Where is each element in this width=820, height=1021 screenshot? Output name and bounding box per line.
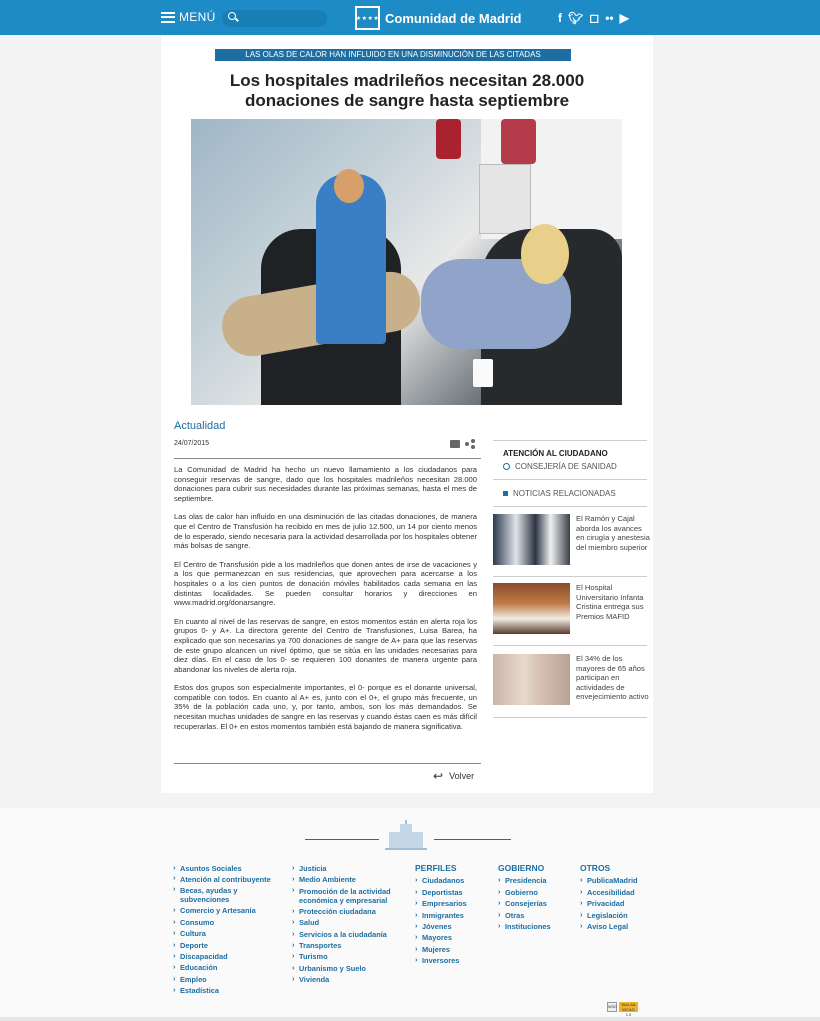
divider [493, 645, 647, 646]
footer-column-topics-2 [292, 863, 402, 986]
article-body [174, 465, 477, 740]
share-icon[interactable] [465, 439, 475, 449]
related-news-text: El 34% de los mayores de 65 años participan en actividades de envejecimiento activo [576, 654, 649, 702]
footer-link[interactable]: › Discapacidad [173, 951, 273, 962]
footer-link[interactable]: › PublicaMadrid [580, 875, 655, 886]
footer-link[interactable]: › Medio Ambiente [292, 874, 402, 885]
twitter-icon[interactable]: 🐦︎ [568, 11, 584, 25]
footer-link[interactable]: › Atención al contribuyente [173, 874, 273, 885]
footer-link[interactable]: › Privacidad [580, 898, 655, 909]
w3c-badge: W3C [607, 1002, 617, 1012]
article-headline: Los hospitales madrileños necesitan 28.000 donaciones de sangre hasta septiembre [229, 71, 585, 110]
footer-link[interactable]: › Becas, ayudas y subvenciones [173, 885, 273, 905]
footer-link[interactable]: › Mayores [415, 932, 490, 943]
divider [493, 440, 647, 441]
divider [493, 506, 647, 507]
footer-column-topics [173, 863, 273, 997]
footer-link[interactable]: › Transportes [292, 940, 402, 951]
divider [493, 576, 647, 577]
youtube-icon[interactable]: ▶ [619, 11, 629, 25]
footer-link[interactable]: › Presidencia [498, 875, 573, 886]
footer-link[interactable]: › Servicios a la ciudadanía [292, 929, 402, 940]
instagram-icon[interactable]: ◻ [589, 11, 600, 25]
article-photo [191, 119, 622, 405]
globe-icon [503, 463, 510, 470]
footer-link[interactable]: › Mujeres [415, 944, 490, 955]
divider [174, 763, 481, 764]
madrid-logo-icon: ★★★★ [355, 6, 380, 30]
footer-link[interactable]: › Cultura [173, 928, 273, 939]
footer-heading: GOBIERNO [498, 863, 545, 873]
divider [305, 839, 379, 840]
article-date: 24/07/2015 [174, 440, 210, 447]
hamburger-icon [161, 12, 175, 23]
footer-link[interactable]: › Jóvenes [415, 921, 490, 932]
footer-link[interactable]: › Estadística [173, 985, 273, 996]
footer-link[interactable]: › Deporte [173, 940, 273, 951]
article-paragraph: Estos dos grupos son especialmente importantes, el 0- porque es el donante universal, compatible con todos. En cuanto al A+ es, junto con el 0+, el grupo más frecuente, un 35% de la población cada uno, y, por tanto, ambos, son los más demandados. Se necesitan muchas unidades de sangre en las reservas y cuando éstas caen es más difícil recuperarlas. El 0+ en estos momentos también está bajando de manera significativa. [174, 683, 477, 731]
footer-link[interactable]: › Turismo [292, 951, 402, 962]
divider [493, 717, 647, 718]
footer-link[interactable]: › Deportistas [415, 887, 490, 898]
footer-link[interactable]: › Empleo [173, 974, 273, 985]
divider [434, 839, 511, 840]
back-arrow-icon: ↩ [433, 769, 444, 783]
section-label[interactable]: Actualidad [174, 420, 226, 432]
article-kicker: LAS OLAS DE CALOR HAN INFLUIDO EN UNA DISMINUCIÓN DE LAS CITADAS [215, 49, 571, 61]
footer-link[interactable]: › Aviso Legal [580, 921, 655, 932]
footer-heading: OTROS [580, 863, 611, 873]
brand-name: Comunidad de Madrid [385, 10, 522, 26]
related-news-text: El Hospital Universitario Infanta Cristina entrega sus Premios MAFID [576, 583, 644, 621]
related-news-text: El Ramón y Cajal aborda los avances en cirugía y anestesia del miembro superior [576, 514, 650, 552]
related-news-title: NOTICIAS RELACIONADAS [513, 489, 616, 498]
related-news-item[interactable] [493, 654, 653, 705]
related-news-item[interactable] [493, 514, 653, 565]
footer-link[interactable]: › Empresarios [415, 898, 490, 909]
divider [174, 458, 481, 459]
footer-column-otros [580, 863, 655, 932]
footer-link[interactable]: › Educación [173, 962, 273, 973]
footer-link[interactable]: › Urbanismo y Suelo [292, 963, 402, 974]
search-icon [228, 12, 236, 20]
article-paragraph: Las olas de calor han influido en una disminución de las citadas donaciones, de manera que el Centro de Transfusión ha recibido en mes de julio 12.500, un 14 por ciento menos de lo esperado, siendo necesaria para la actividad desarrollada por los hospitales obtener más bolsas de sangre. [174, 512, 477, 551]
footer-link[interactable]: › Accesibilidad [580, 887, 655, 898]
footer-link[interactable]: › Salud [292, 917, 402, 928]
attention-title: ATENCIÓN AL CIUDADANO [503, 449, 608, 458]
article-paragraph: En cuanto al nivel de las reservas de sangre, en estos momentos están en alerta roja los grupos 0- y A+. La directora gerente del Centro de Transfusiones, Luisa Barea, ha explicado que son necesarias ya 700 donaciones de sangre de A+ para que las reservas de este grupo alcancen un nivel óptimo, que se sitúa en las unidades necesarias para diez días. En el caso de los 0- se requieren 100 donantes de manera urgente para abandonar los niveles de alerta roja. [174, 616, 477, 674]
bottom-band [0, 1017, 820, 1021]
flickr-icon[interactable]: •• [605, 11, 614, 25]
attention-link[interactable]: CONSEJERÍA DE SANIDAD [515, 462, 617, 471]
footer-column-perfiles [415, 863, 490, 967]
footer-heading: PERFILES [415, 863, 457, 873]
back-button[interactable] [433, 769, 474, 783]
footer-link[interactable]: › Comercio y Artesanía [173, 905, 273, 916]
footer-link[interactable]: › Otras [498, 910, 573, 921]
news-thumbnail [493, 654, 570, 705]
footer-link[interactable]: › Consumo [173, 917, 273, 928]
footer-column-gobierno [498, 863, 573, 932]
divider [493, 479, 647, 480]
footer-link[interactable]: › Protección ciudadana [292, 906, 402, 917]
article-paragraph: La Comunidad de Madrid ha hecho un nuevo llamamiento a los ciudadanos para conseguir reservas de sangre, dado que los hospitales madrileños necesitan 28.000 donaciones para cubrir sus necesidades durante las próximas semanas, hasta el mes de septiembre. [174, 465, 477, 503]
building-icon [385, 820, 427, 850]
facebook-icon[interactable]: f [558, 11, 562, 25]
back-label: Volver [449, 771, 475, 781]
top-navigation-bar [0, 0, 820, 35]
footer-link[interactable]: › Inversores [415, 955, 490, 966]
social-links [558, 11, 629, 25]
article-paragraph: El Centro de Transfusión pide a los madrileños que donen antes de irse de vacaciones y a los que permanezcan en sus residencias, que aprovechen para acercarse a los hospitales o a los cien puntos de donación móviles habilitados cada semana en las distintas localidades. Se pueden consultar horarios y direcciones en www.madrid.org/donarsangre. [174, 559, 477, 608]
footer-link[interactable]: › Asuntos Sociales [173, 863, 273, 874]
news-thumbnail [493, 583, 570, 634]
menu-button[interactable] [161, 10, 216, 24]
brand-link[interactable] [355, 6, 522, 30]
footer-link[interactable]: › Vivienda [292, 974, 402, 985]
footer-link[interactable]: › Consejerías [498, 898, 573, 909]
footer-link[interactable]: › Inmigrantes [415, 910, 490, 921]
menu-label: MENÚ [179, 10, 216, 24]
site-footer [0, 808, 820, 1021]
bullet-icon [503, 491, 508, 496]
footer-link[interactable]: › Gobierno [498, 887, 573, 898]
footer-link[interactable]: › Promoción de la actividad económica y empresarial [292, 886, 402, 906]
news-thumbnail [493, 514, 570, 565]
footer-link[interactable]: › Instituciones [498, 921, 573, 932]
footer-link[interactable]: › Justicia [292, 863, 402, 874]
related-news-item[interactable] [493, 583, 653, 634]
print-icon[interactable] [450, 440, 460, 448]
wai-aa-badge: WAI-AA WCAG 1.0 [619, 1002, 638, 1012]
footer-link[interactable]: › Legislación [580, 910, 655, 921]
accessibility-badges[interactable] [607, 1002, 638, 1017]
footer-link[interactable]: › Ciudadanos [415, 875, 490, 886]
